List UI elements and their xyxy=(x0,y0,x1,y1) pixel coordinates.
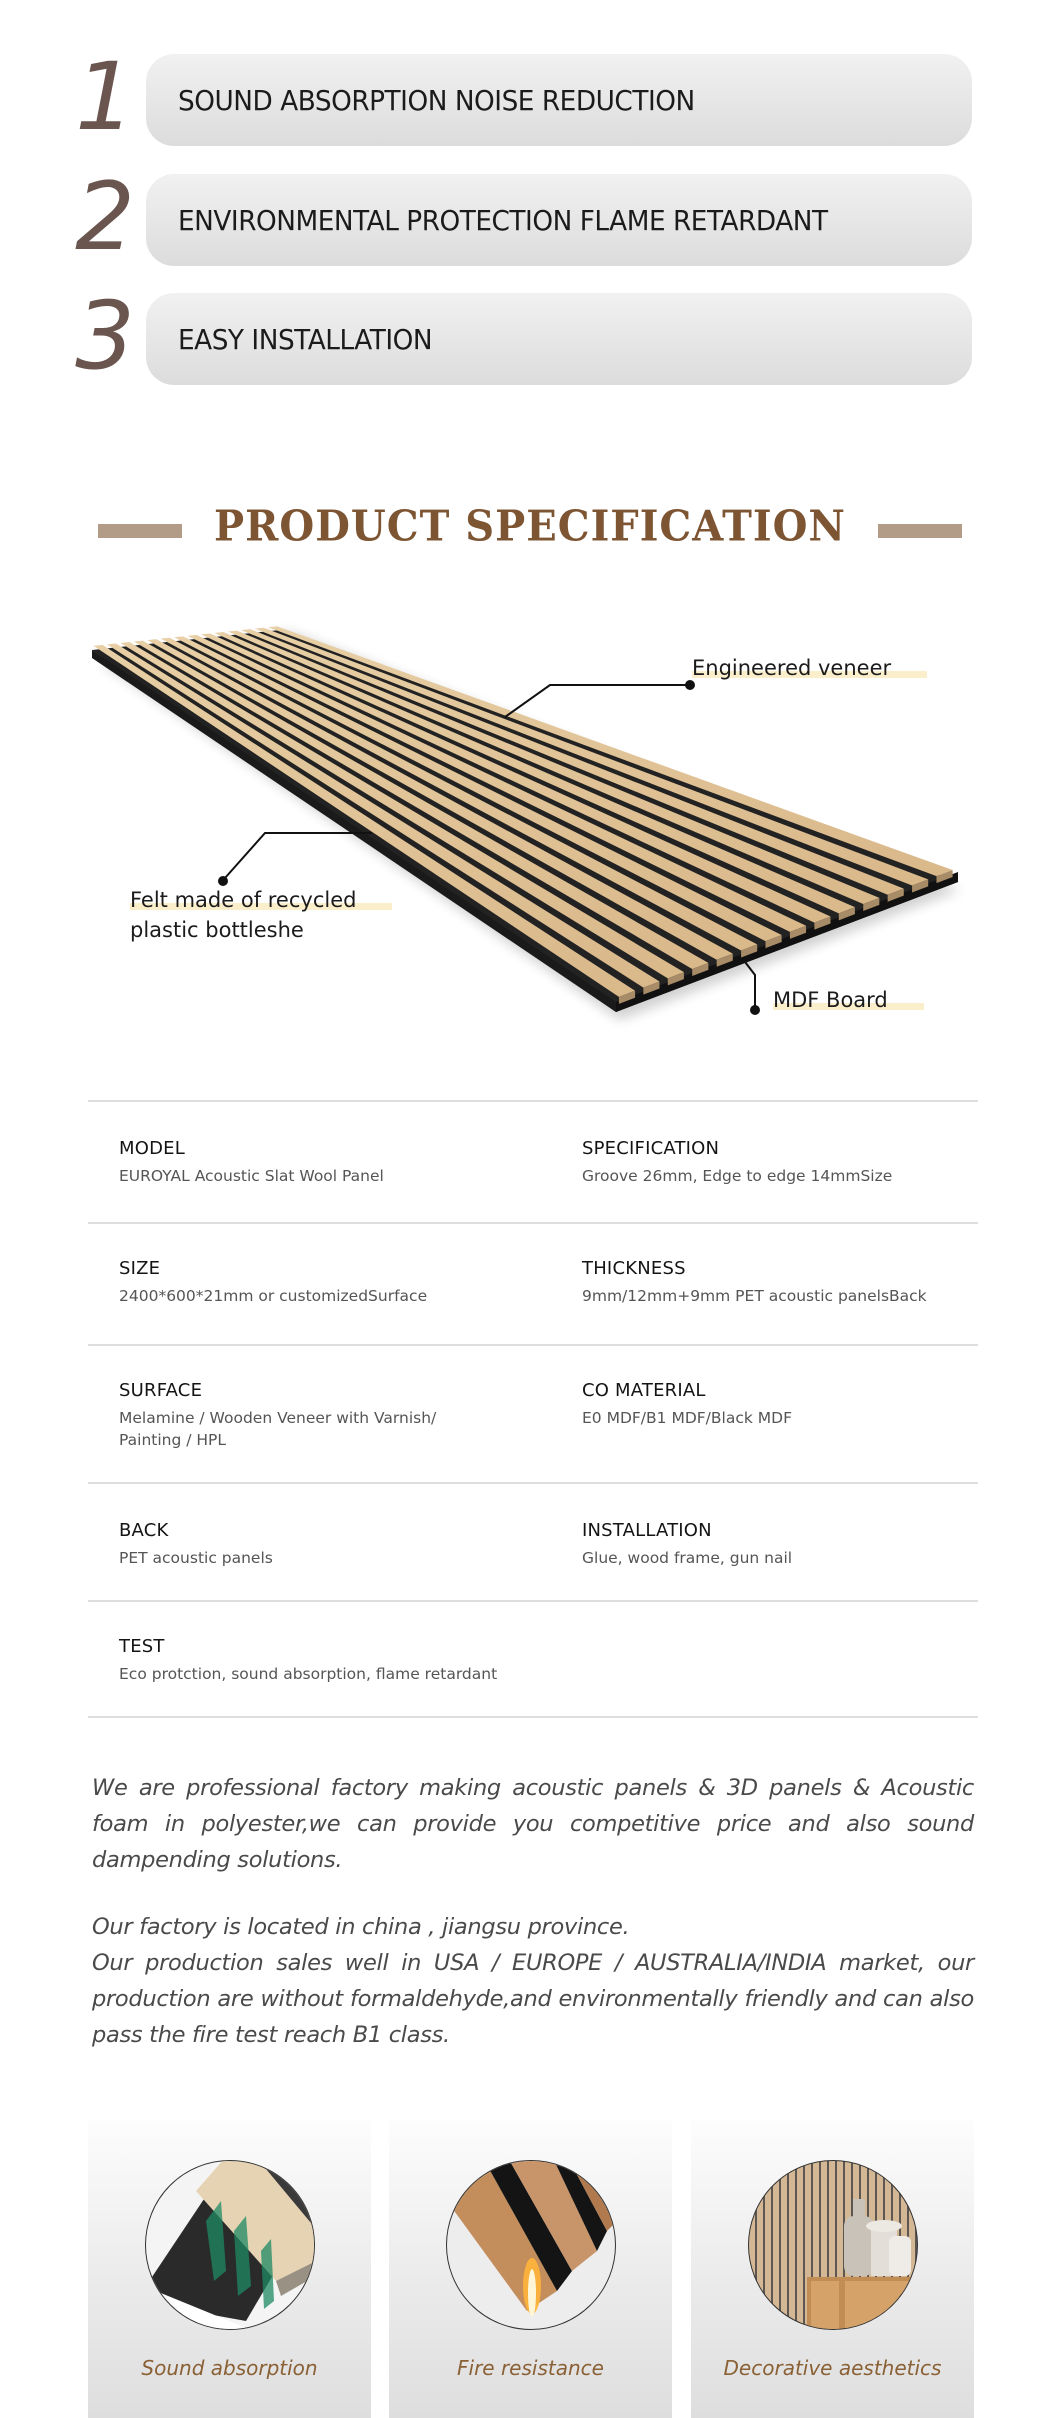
table-row xyxy=(88,1600,978,1718)
feature-number: 1 xyxy=(75,43,135,152)
feature-item-3 xyxy=(0,282,1060,391)
table-row xyxy=(88,1482,978,1600)
feature-item-1 xyxy=(0,43,1060,152)
spec-table xyxy=(88,1100,978,1718)
heading-bar-left xyxy=(98,524,182,538)
sound-absorption-image xyxy=(145,2160,315,2330)
spec-cell-back: BACK PET acoustic panels xyxy=(119,1520,273,1567)
spec-cell-size: SIZE 2400*600*21mm or customizedSurface xyxy=(119,1258,428,1305)
feature-label: SOUND ABSORPTION NOISE REDUCTION xyxy=(178,83,695,117)
about-paragraph-2: Our production sales well in USA / EUROPE / AUSTRALIA/INDIA market, our production are without formaldehyde,and environmentally friendly and can also pass the fire test reach B1 class. xyxy=(92,1950,974,2048)
feature-pill xyxy=(146,54,972,146)
card-decorative-aesthetics xyxy=(691,2120,974,2418)
spec-cell-installation: INSTALLATION Glue, wood frame, gun nail xyxy=(582,1520,793,1567)
spec-cell-surface: SURFACE Melamine / Wooden Veneer with Varnish/ Painting / HPL xyxy=(119,1380,437,1449)
fire-resistance-image xyxy=(446,2160,616,2330)
heading-bar-right xyxy=(878,524,962,538)
about-paragraph-1: We are professional factory making acoustic panels & 3D panels & Acoustic foam in polyester,we can provide you competitive price and also sound dampending solutions. xyxy=(92,1775,974,1873)
panel-diagram xyxy=(0,600,1060,1060)
table-row xyxy=(88,1222,978,1344)
section-title: PRODUCT SPECIFICATION xyxy=(214,501,846,552)
section-heading xyxy=(0,503,1060,551)
card-caption: Fire resistance xyxy=(457,2356,604,2380)
callout-mdf-board: MDF Board xyxy=(773,985,924,1015)
callout-engineered-veneer: Engineered veneer xyxy=(692,653,927,683)
feature-item-2 xyxy=(0,163,1060,272)
feature-pill xyxy=(146,293,972,385)
spec-cell-model: MODEL EUROYAL Acoustic Slat Wool Panel xyxy=(119,1138,384,1185)
feature-label: ENVIRONMENTAL PROTECTION FLAME RETARDANT xyxy=(178,203,828,237)
feature-number: 3 xyxy=(75,282,135,391)
about-paragraph-2-intro: Our factory is located in china , jiangsu province. xyxy=(92,1914,630,1940)
card-caption: Sound absorption xyxy=(141,2356,318,2380)
table-row xyxy=(88,1100,978,1222)
feature-pill xyxy=(146,174,972,266)
card-sound-absorption xyxy=(88,2120,371,2418)
feature-number: 2 xyxy=(75,163,135,272)
table-row xyxy=(88,1344,978,1482)
decorative-aesthetics-image xyxy=(748,2160,918,2330)
feature-cards xyxy=(88,2120,974,2418)
spec-cell-specification: SPECIFICATION Groove 26mm, Edge to edge 14mmSize xyxy=(582,1138,893,1185)
card-caption: Decorative aesthetics xyxy=(723,2356,942,2380)
card-fire-resistance xyxy=(389,2120,672,2418)
spec-cell-test: TEST Eco protction, sound absorption, flame retardant xyxy=(119,1636,498,1683)
spec-cell-co-material: CO MATERIAL E0 MDF/B1 MDF/Black MDF xyxy=(582,1380,792,1427)
spec-cell-thickness: THICKNESS 9mm/12mm+9mm PET acoustic panelsBack xyxy=(582,1258,927,1305)
callout-felt: Felt made of recycled plastic bottleshe xyxy=(130,885,392,945)
feature-label: EASY INSTALLATION xyxy=(178,322,433,356)
